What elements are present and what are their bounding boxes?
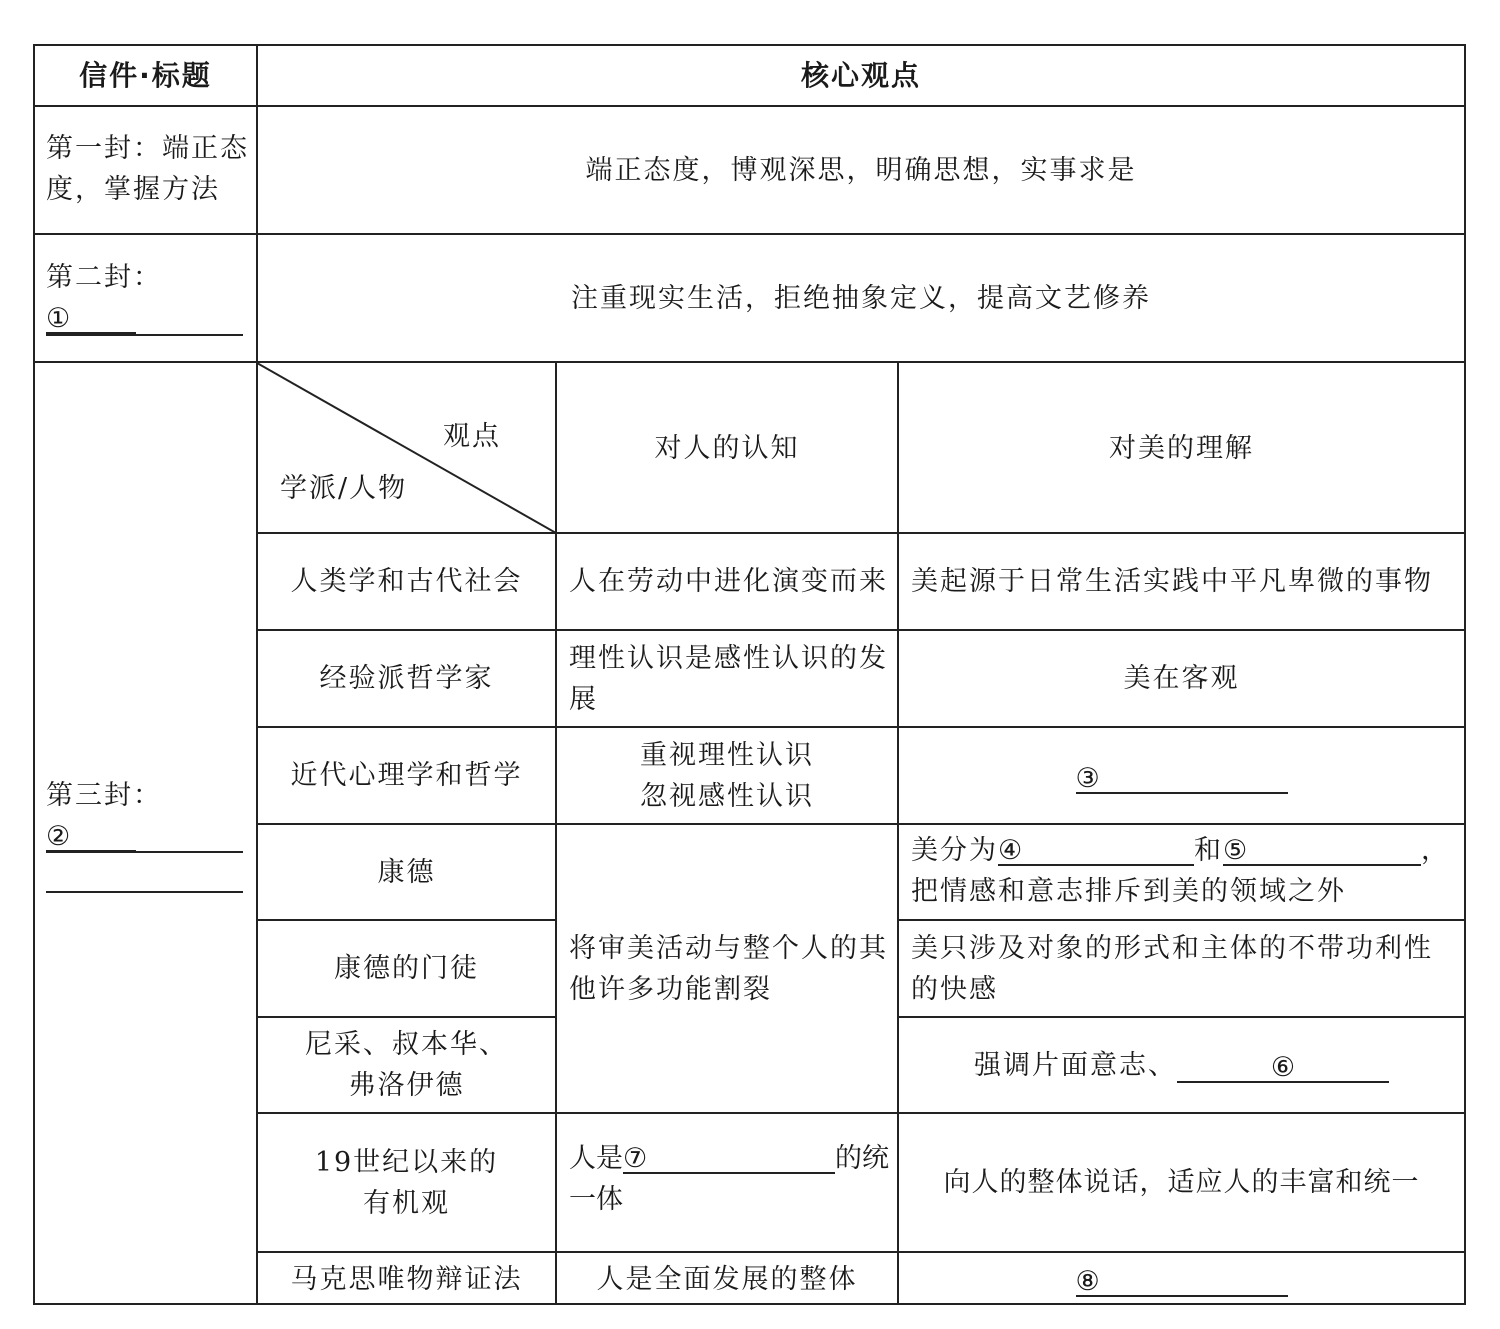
school-name	[258, 1114, 555, 1251]
blank-5[interactable]	[1223, 830, 1421, 866]
letter1-title-line1: 第一封：端正态	[46, 133, 249, 164]
letter3-title	[46, 775, 251, 852]
school-name: 康德的门徒	[334, 953, 479, 984]
blank-2-continuation	[46, 891, 243, 893]
corner-label-school: 学派/人物	[280, 473, 408, 504]
blank-mark-7: ⑦	[623, 1143, 648, 1174]
beauty-line	[911, 830, 1464, 871]
letter1-title	[46, 128, 251, 218]
blank-6[interactable]	[1177, 1047, 1389, 1083]
blank-mark-4: ④	[998, 835, 1023, 866]
blank-2[interactable]	[46, 816, 136, 852]
beauty-cell	[899, 830, 1464, 916]
beauty-cell	[899, 1253, 1464, 1305]
col-header-beauty: 对美的理解	[1109, 432, 1254, 464]
corner-label-view: 观点	[443, 421, 501, 452]
cognition-cell: 人在劳动中进化演变而来	[569, 566, 888, 597]
cognition-line: 一体	[569, 1184, 623, 1215]
blank-3[interactable]	[1076, 758, 1288, 794]
beauty-cell: 美在客观	[1123, 663, 1240, 694]
letter1-title-line2: 度，掌握方法	[46, 174, 220, 205]
school-name	[258, 1018, 555, 1112]
school-line: 19世纪以来的	[314, 1146, 499, 1178]
letter3-title-prefix: 第三封：	[46, 780, 162, 811]
school-name: 马克思唯物辩证法	[290, 1263, 523, 1295]
letter2-content: 注重现实生活，拒绝抽象定义，提高文艺修养	[571, 282, 1151, 314]
letter1-content: 端正态度，博观深思，明确思想，实事求是	[585, 154, 1137, 186]
beauty-cell: 美起源于日常生活实践中平凡卑微的事物	[911, 566, 1433, 597]
col-header-cognition: 对人的认知	[654, 432, 800, 464]
school-name: 人类学和古代社会	[290, 566, 523, 597]
beauty-cell: 向人的整体说话，适应人的丰富和统一	[943, 1167, 1420, 1198]
blank-1-continuation	[46, 334, 243, 336]
school-line: 尼采、叔本华、	[305, 1029, 508, 1060]
blank-mark-2: ②	[46, 821, 71, 852]
school-name: 康德	[377, 856, 436, 888]
cognition-cell	[557, 728, 897, 823]
cognition-suffix: 的统	[835, 1143, 889, 1174]
header-core-view: 核心观点	[800, 59, 921, 92]
cognition-line	[569, 1138, 897, 1179]
blank-2-continuation	[46, 851, 243, 853]
school-line: 有机观	[363, 1187, 450, 1219]
beauty-prefix: 美分为	[911, 835, 998, 866]
blank-7[interactable]	[623, 1138, 835, 1174]
school-line: 弗洛伊德	[348, 1070, 465, 1101]
cognition-cell	[557, 1138, 897, 1228]
blank-8[interactable]	[1076, 1261, 1288, 1297]
blank-mark-1: ①	[46, 303, 71, 334]
blank-mark-5: ⑤	[1223, 835, 1248, 866]
cognition-cell: 理性认识是感性认识的发展	[569, 642, 888, 715]
beauty-line: 把情感和意志排斥到美的领域之外	[911, 876, 1346, 907]
blank-mark-6: ⑥	[1270, 1052, 1296, 1083]
school-name: 经验派哲学家	[319, 663, 494, 694]
beauty-cell	[899, 1018, 1464, 1112]
blank-4[interactable]	[998, 830, 1194, 866]
header-letter-title: 信件·标题	[79, 59, 212, 92]
beauty-comma: ，	[1421, 835, 1450, 866]
letter2-title-prefix: 第二封：	[46, 262, 162, 293]
cognition-line: 忽视感性认识	[640, 780, 814, 812]
beauty-cell	[899, 728, 1464, 823]
school-name: 近代心理学和哲学	[290, 760, 523, 791]
beauty-prefix: 强调片面意志、	[974, 1049, 1177, 1081]
cognition-prefix: 人是	[569, 1143, 623, 1174]
letter2-title	[46, 257, 251, 334]
cognition-cell: 人是全面发展的整体	[596, 1263, 858, 1295]
grid-line	[33, 361, 1466, 363]
blank-mark-3: ③	[1075, 762, 1100, 794]
blank-1[interactable]	[46, 298, 136, 334]
cognition-line: 重视理性认识	[640, 739, 814, 771]
beauty-and: 和	[1194, 835, 1223, 866]
cognition-cell-merged: 将审美活动与整个人的其他许多功能割裂	[569, 932, 888, 1005]
blank-mark-8: ⑧	[1075, 1266, 1100, 1297]
beauty-cell: 美只涉及对象的形式和主体的不带功利性的快感	[911, 932, 1433, 1005]
